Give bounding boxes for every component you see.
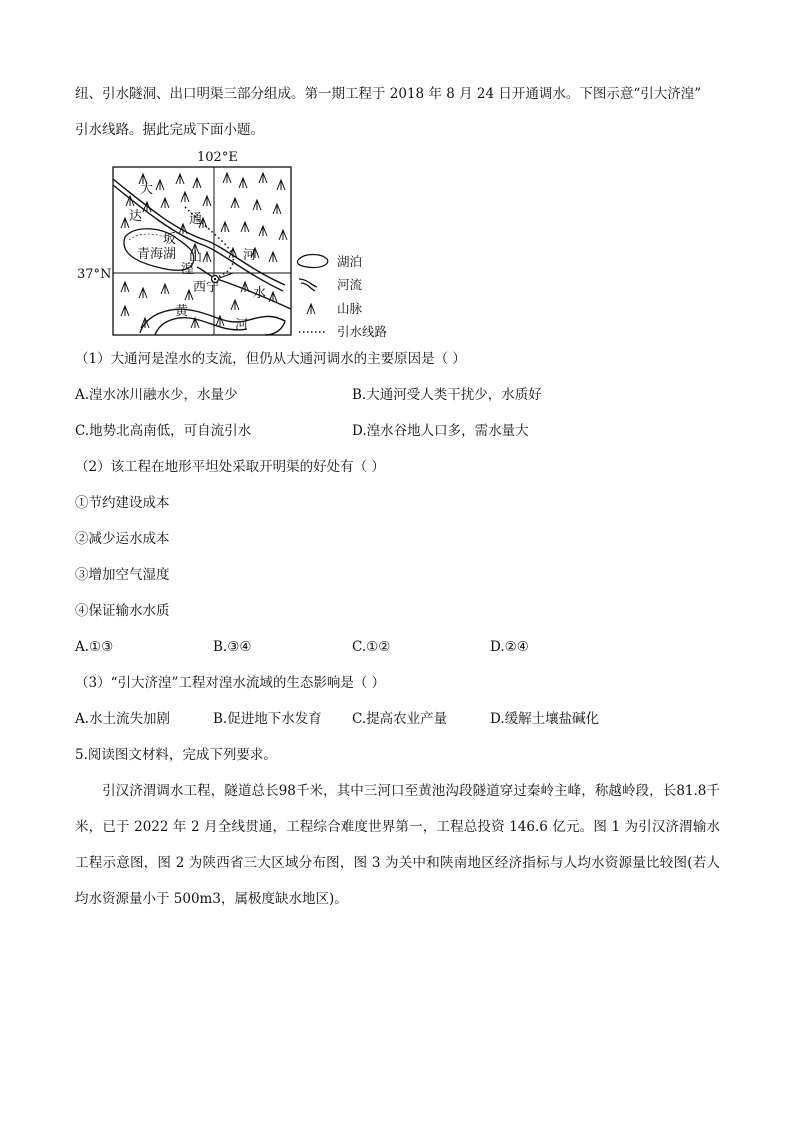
longitude-label: 102°E	[197, 150, 238, 165]
map-legend	[297, 254, 387, 339]
q1-option-b: B.大通河受人类干扰少，水质好	[352, 387, 542, 403]
q2-item-1: ①节约建设成本	[75, 495, 170, 511]
label-xining: 西宁	[193, 280, 220, 295]
q2-item-4: ④保证输水水质	[75, 603, 170, 619]
question-1-stem: （1）大通河是湟水的支流，但仍从大通河调水的主要原因是（ ）	[75, 351, 466, 367]
label-da1: 大	[140, 182, 154, 197]
question-3-stem: （3）“引大济湟”工程对湟水流域的生态影响是（ ）	[75, 675, 386, 691]
label-shan: 山	[189, 250, 203, 265]
legend-lake-icon	[297, 255, 327, 268]
label-tong: 通	[189, 212, 203, 227]
q2-option-c: C.①②	[352, 639, 391, 655]
question-5-body-text: 引汉济渭调水工程，隧道总长98千米，其中三河口至黄池沟段隧道穿过秦岭主峰，称越岭段，长81.8千米，已于 2022 年 2 月全线贯通，工程综合难度世界第一，工程总投资 146.6 亿元。图 1 为引汉济渭输水工程示意图，图 2 为陕西省三大区域分布图，图 3 为关中和陕南地区经济指标与人均水资源量比较图(若人均水资源量小于 500m3，属极度缺水地区)。	[75, 783, 720, 907]
q3-option-d: D.缓解土壤盐碱化	[490, 711, 600, 727]
q2-item-3: ③增加空气湿度	[75, 567, 170, 583]
label-qinghai-lake: 青海湖	[137, 247, 177, 262]
q2-item-2: ②减少运水成本	[75, 531, 170, 547]
intro-line-1: 纽、引水隧洞、出口明渠三部分组成。第一期工程于 2018 年 8 月 24 日开通调水。下图示意“引大济湟”	[75, 86, 702, 102]
question-5-body	[75, 773, 720, 917]
latitude-label: 37°N	[77, 267, 112, 282]
legend-route: 引水线路	[337, 324, 388, 339]
q3-option-a: A.水土流失加剧	[75, 711, 171, 727]
label-he1: 河	[243, 248, 257, 263]
q1-option-c: C.地势北高南低，可自流引水	[75, 423, 252, 439]
label-shui: 水	[253, 286, 267, 301]
q1-option-a: A.湟水冰川融水少，水量少	[75, 387, 238, 403]
q2-option-b: B.③④	[213, 639, 252, 655]
legend-river: 河流	[337, 277, 363, 292]
label-da2: 达	[129, 209, 143, 224]
legend-mountain: 山脉	[337, 301, 363, 316]
label-ban: 坂	[163, 232, 177, 247]
route-map-figure	[77, 145, 405, 345]
label-huang2: 黄	[175, 304, 189, 319]
q1-option-d: D.湟水谷地人口多，需水量大	[352, 423, 529, 439]
legend-lake: 湖泊	[337, 254, 363, 269]
intro-line-2: 引水线路。据此完成下面小题。	[75, 122, 264, 138]
q2-option-d: D.②④	[490, 639, 529, 655]
label-he2: 河	[235, 318, 249, 333]
q2-option-a: A.①③	[75, 639, 114, 655]
legend-mountain-icon	[307, 304, 315, 314]
label-huang1: 湟	[181, 262, 195, 277]
q3-option-c: C.提高农业产量	[352, 711, 448, 727]
legend-river-icon	[299, 279, 317, 291]
q3-option-b: B.促进地下水发育	[213, 711, 322, 727]
question-5-title: 5.阅读图文材料，完成下列要求。	[75, 747, 277, 763]
question-2-stem: （2）该工程在地形平坦处采取开明渠的好处有（ ）	[75, 459, 385, 475]
